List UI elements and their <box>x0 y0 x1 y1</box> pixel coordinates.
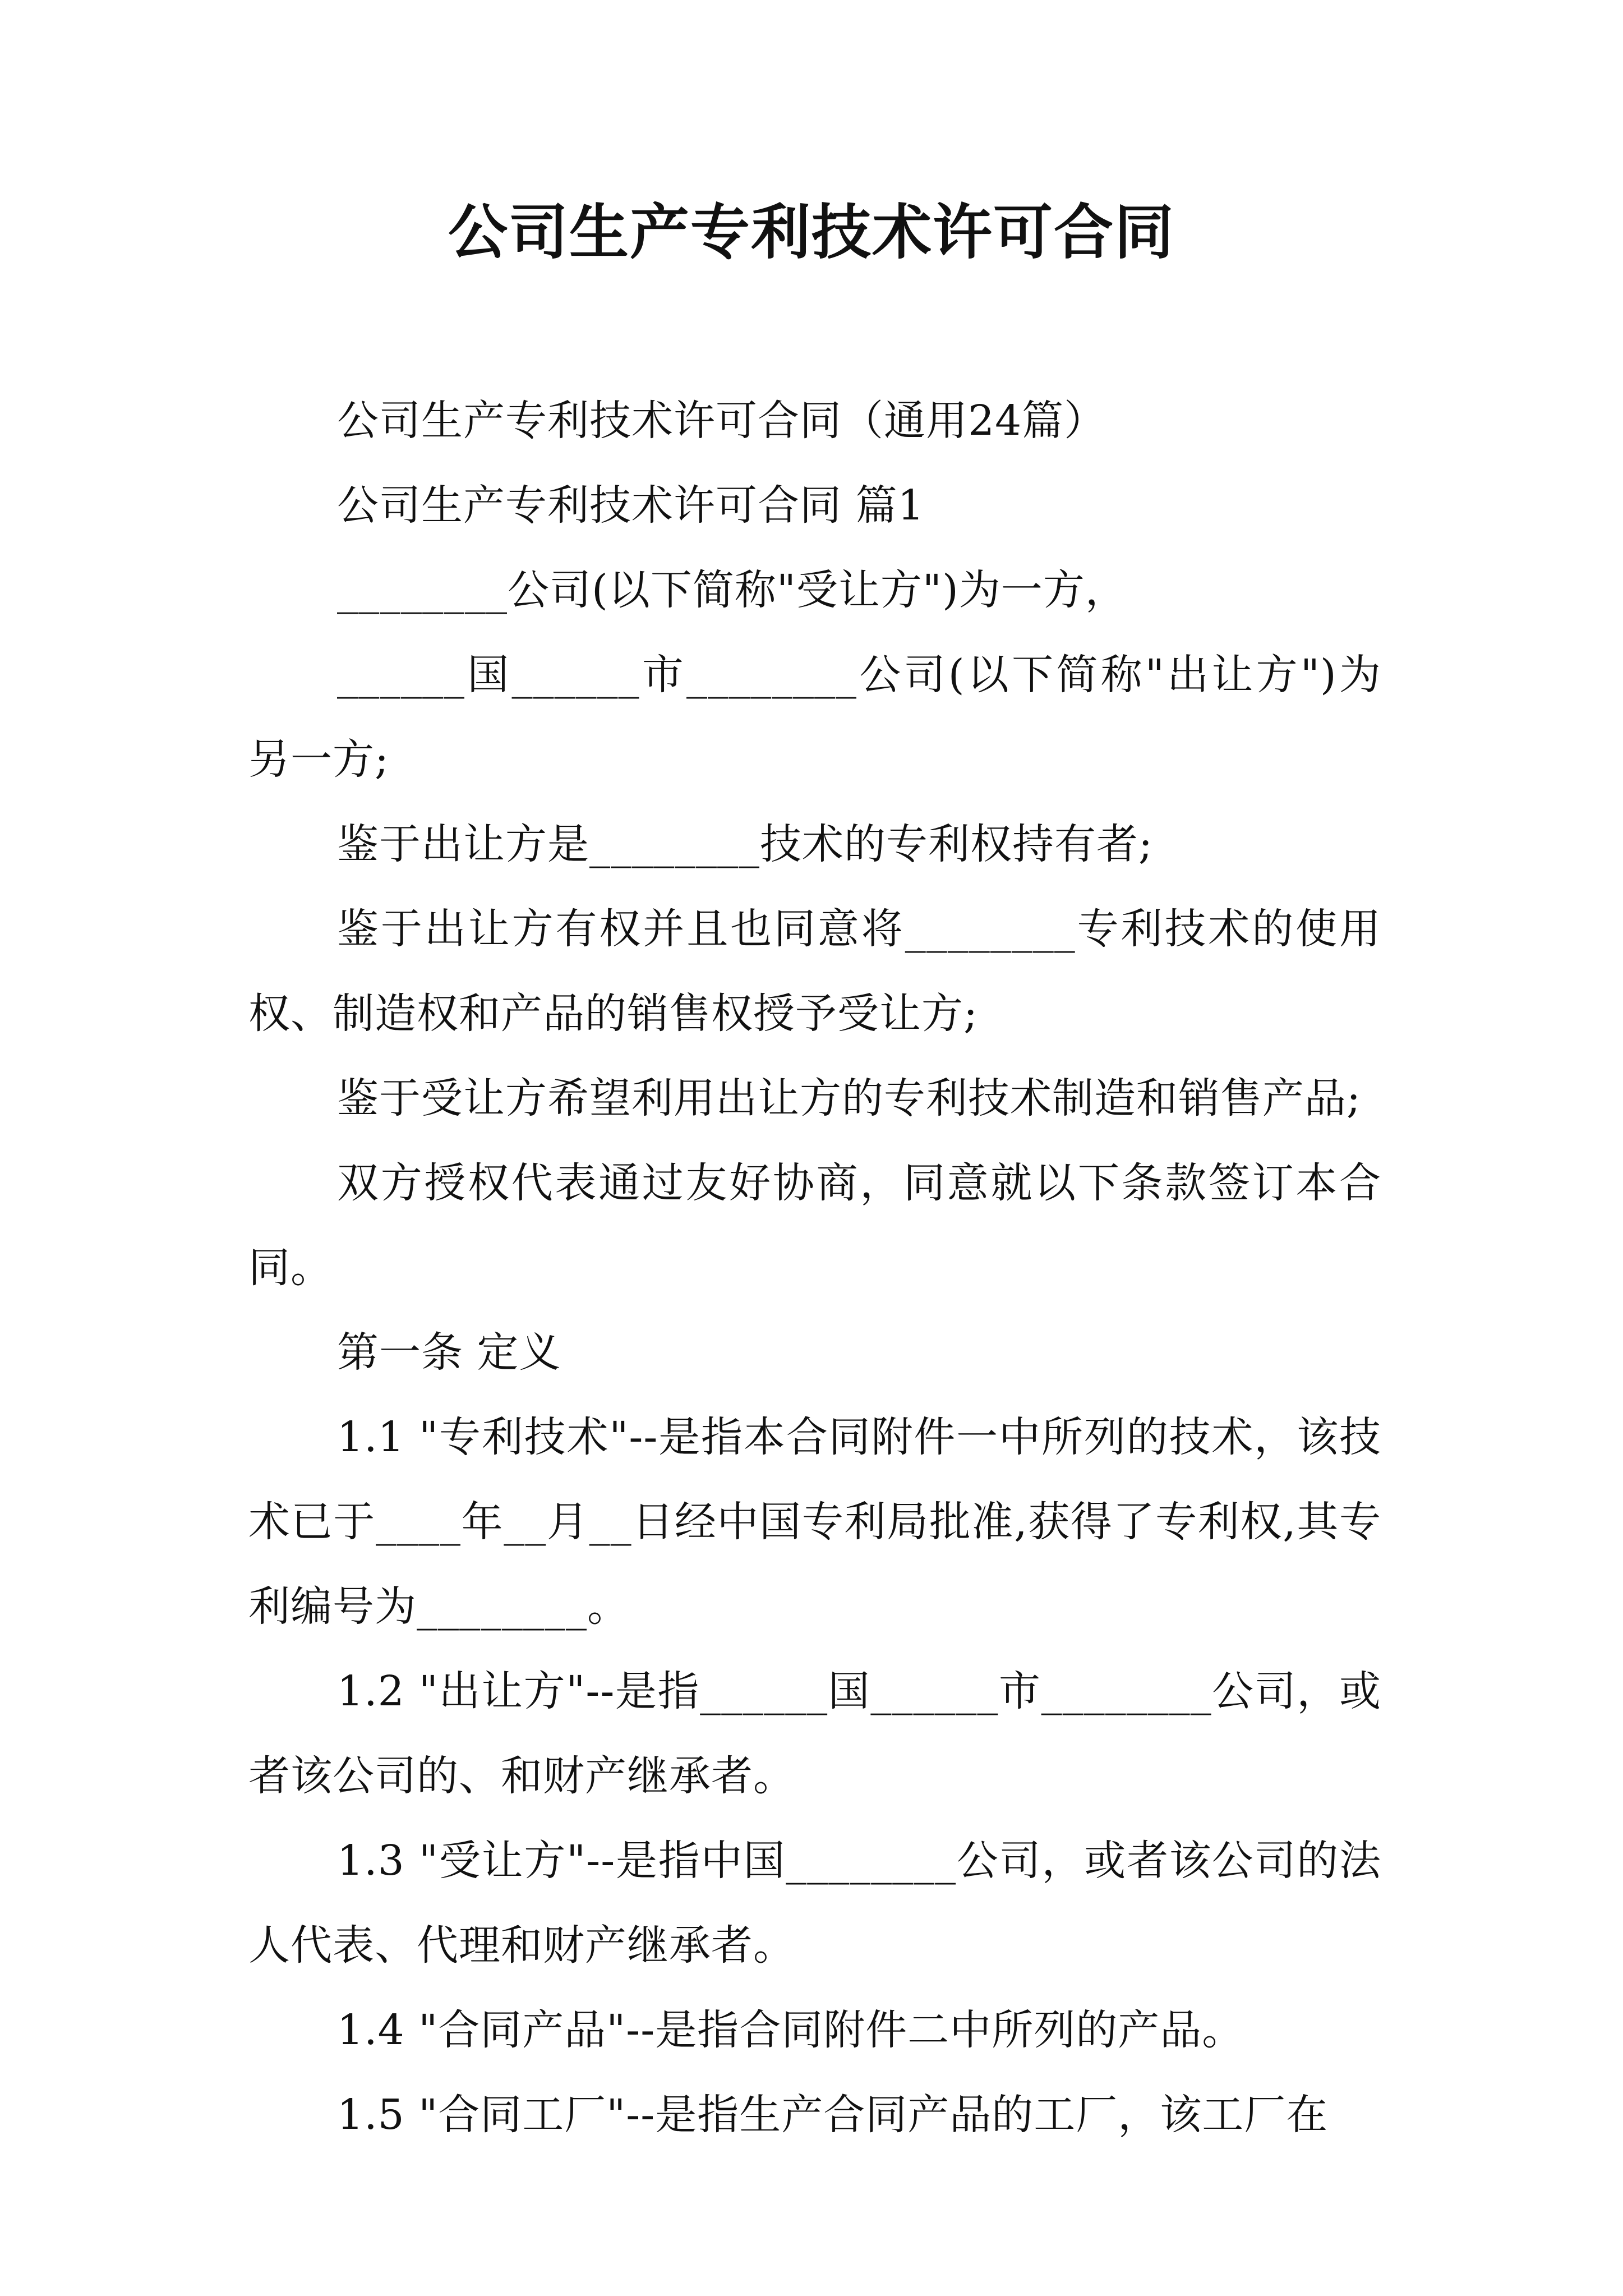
paragraph-party-transferee: ________公司(以下简称"受让方")为一方， <box>337 566 1127 614</box>
paragraph-agreement: 双方授权代表通过友好协商，同意就以下条款签订本合同。 <box>248 1159 1381 1292</box>
paragraph-whereas-1: 鉴于出让方是________技术的专利权持有者; <box>337 820 1153 868</box>
paragraph-article-1-heading: 第一条 定义 <box>337 1328 561 1377</box>
paragraph-party-transferor: ______国______市________公司(以下简称"出让方")为另一方; <box>248 651 1381 784</box>
document-body <box>248 379 1381 2157</box>
paragraph-clause-1-2: 1.2 "出让方"--是指______国______市________公司，或者该公司的、和财产继承者。 <box>248 1667 1381 1800</box>
paragraph-chapter-heading: 公司生产专利技术许可合同 篇1 <box>337 481 925 530</box>
document-title: 公司生产专利技术许可合同 <box>448 198 1175 267</box>
paragraph-clause-1-3: 1.3 "受让方"--是指中国________公司，或者该公司的法人代表、代理和财产继承者。 <box>248 1837 1381 1970</box>
paragraph-clause-1-1: 1.1 "专利技术"--是指本合同附件一中所列的技术，该技术已于____年__月__日经中国专利局批准,获得了专利权,其专利编号为________。 <box>248 1413 1381 1631</box>
paragraph-clause-1-4: 1.4 "合同产品"--是指合同附件二中所列的产品。 <box>337 2006 1244 2054</box>
paragraph-whereas-2: 鉴于出让方有权并且也同意将________专利技术的使用权、制造权和产品的销售权授予受让方; <box>248 905 1381 1038</box>
paragraph-whereas-3: 鉴于受让方希望利用出让方的专利技术制造和销售产品; <box>337 1074 1361 1122</box>
paragraph-clause-1-5: 1.5 "合同工厂"--是指生产合同产品的工厂，该工厂在 <box>337 2091 1329 2139</box>
paragraph-subtitle: 公司生产专利技术许可合同（通用24篇） <box>337 397 1106 445</box>
